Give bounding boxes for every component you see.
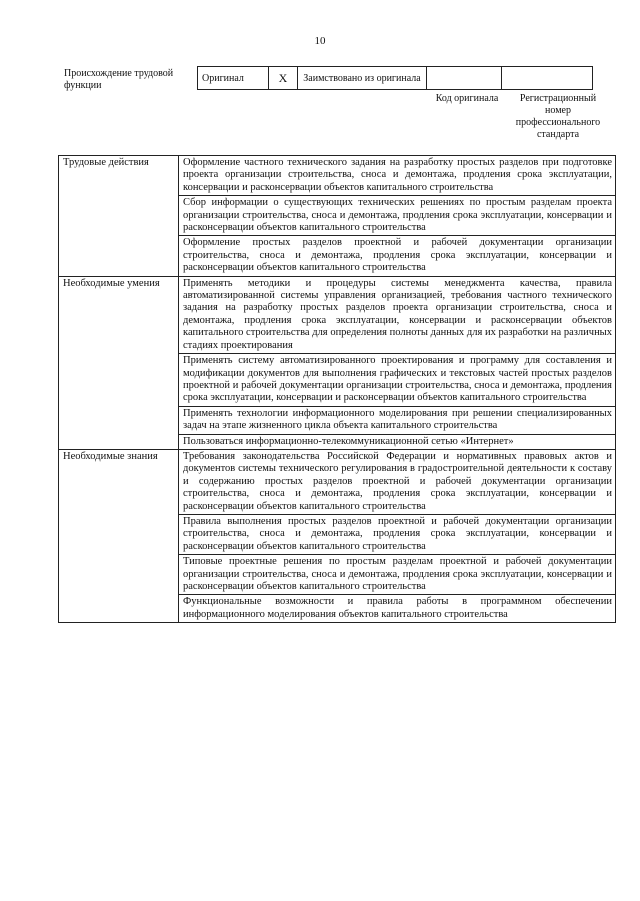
origin-label: Происхождение трудовой функции — [64, 68, 174, 91]
table-cell: Требования законодательства Российской Федерации и нормативных правовых актов и документов системы технического регулирования в градостроительной деятельности к составу и содержанию простых разделов проектной и рабочей документации организации строительства, сноса и демонтажа, продления срока эксплуатации, консервации и расконсервации объектов капитального строительства — [179, 449, 616, 514]
reg-number-caption: Регистрационный номер профессионального стандарта — [515, 93, 601, 140]
table-cell: Сбор информации о существующих технических решениях по простым разделам проекта организации строительства, сноса и демонтажа, продления срока эксплуатации, консервации и расконсервации объектов капитального строительства — [179, 196, 616, 236]
table-cell: Пользоваться информационно-телекоммуникационной сетью «Интернет» — [179, 434, 616, 449]
code-caption: Код оригинала — [435, 93, 499, 104]
table-cell: Типовые проектные решения по простым разделам проектной и рабочей документации организации строительства, сноса и демонтажа, продления срока эксплуатации, консервации и расконсервации объектов капитального строительства — [179, 555, 616, 595]
reg-number-cell — [502, 67, 593, 90]
table-cell: Применять технологии информационного моделирования при решении специализированных задач на этапе жизненного цикла объекта капитального строительства — [179, 406, 616, 434]
page-number: 10 — [314, 35, 326, 47]
table-row — [59, 449, 616, 514]
section-title: Трудовые действия — [59, 156, 179, 277]
table-row — [59, 156, 616, 196]
borrowed-cell: Заимствовано из оригинала — [298, 67, 427, 90]
table-cell: Функциональные возможности и правила работы в программном обеспечении информационного моделирования объектов капитального строительства — [179, 595, 616, 623]
section-title: Необходимые умения — [59, 276, 179, 449]
table-cell: Применять методики и процедуры системы менеджмента качества, правила автоматизированной системы управления организацией, требования частного технического задания на разработку простых разделов проекта организации строительства, сноса и демонтажа, продления срока эксплуатации, консервации и расконсервации объектов капитального строительства для определения полноты данных для их разработки на различных стадиях проектирования — [179, 276, 616, 353]
code-cell — [427, 67, 502, 90]
section-title: Необходимые знания — [59, 449, 179, 622]
table-cell: Оформление простых разделов проектной и рабочей документации организации строительства, сноса и демонтажа, продления срока эксплуатации, консервации и расконсервации объектов капитального строительства — [179, 236, 616, 276]
original-mark: X — [269, 67, 298, 90]
function-table — [58, 155, 616, 623]
table-cell: Применять систему автоматизированного проектирования и программу для составления и модификации документов для выполнения графических и текстовых частей простых разделов проектной и рабочей документации организации строительства, сноса и демонтажа, продления срока эксплуатации, консервации и расконсервации объектов капитального строительства — [179, 354, 616, 407]
original-cell: Оригинал — [198, 67, 269, 90]
origin-table — [197, 66, 593, 90]
table-cell: Правила выполнения простых разделов проектной и рабочей документации организации строительства, сноса и демонтажа, продления срока эксплуатации, консервации и расконсервации объектов капитального строительства — [179, 514, 616, 554]
table-row — [59, 276, 616, 353]
table-cell: Оформление частного технического задания на разработку простых разделов при подготовке проекта организации строительства, сноса и демонтажа, продления срока эксплуатации, консервации и расконсервации объектов капитального строительства — [179, 156, 616, 196]
